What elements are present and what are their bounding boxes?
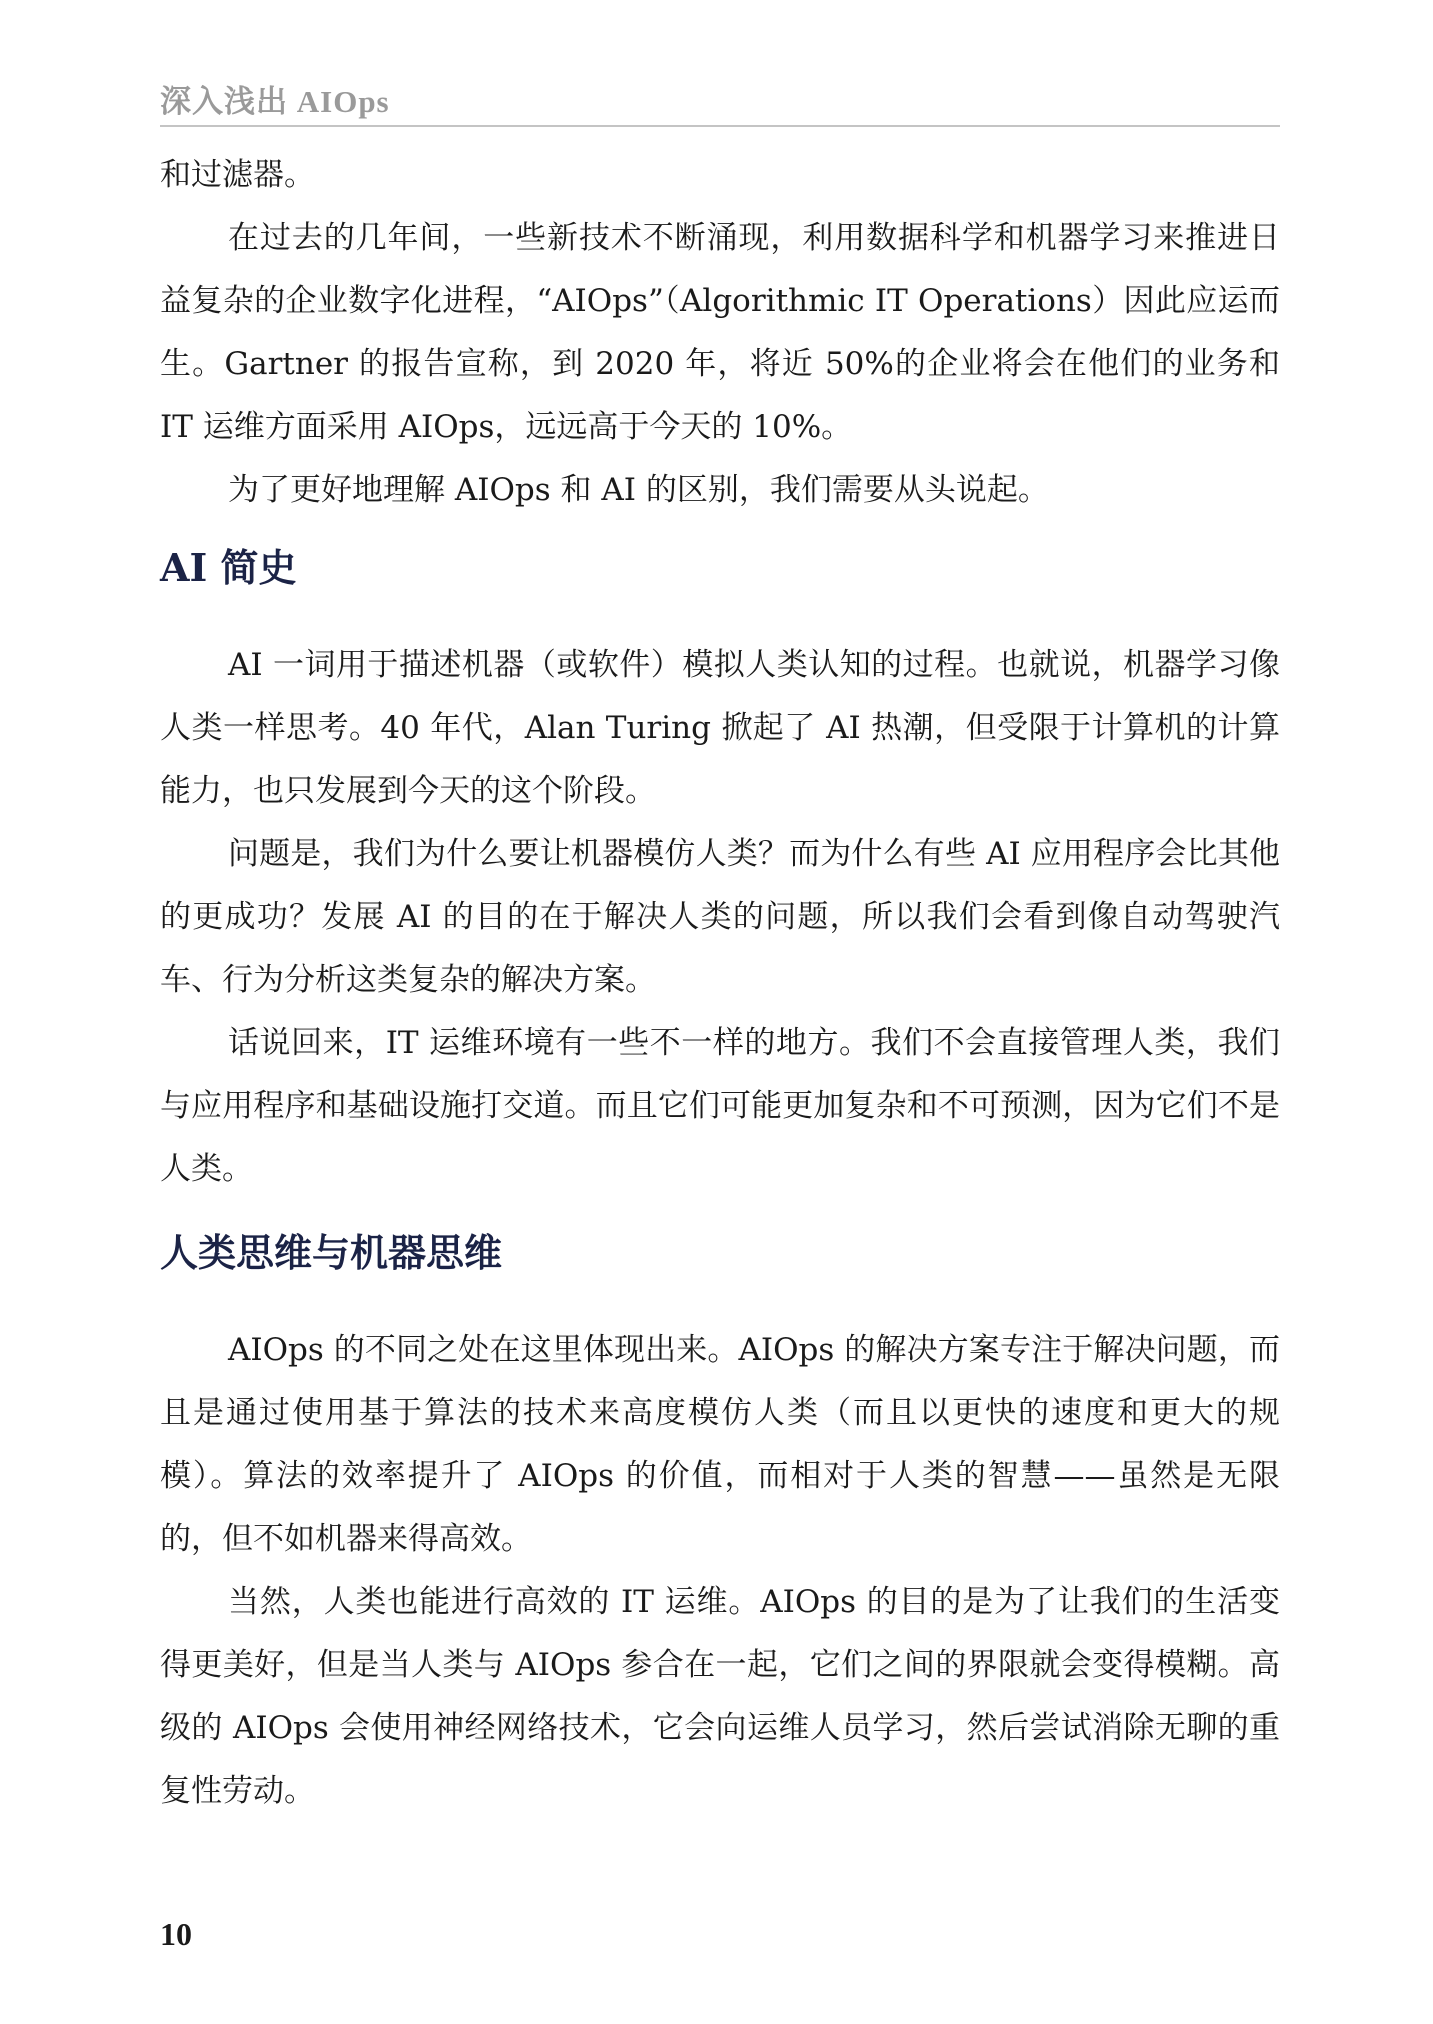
header-divider [160, 125, 1280, 127]
paragraph-aiops-origin: 在过去的几年间，一些新技术不断涌现，利用数据科学和机器学习来推进日益复杂的企业数字化进程，“AIOps”（Algorithmic IT Operations）因此应运而生。Gartner 的报告宣称，到 2020 年，将近 50%的企业将会在他们的业务和 IT 运维方面采用 AIOps，远远高于今天的 10%。 [160, 220, 1280, 445]
paragraph-aiops-difference: AIOps 的不同之处在这里体现出来。AIOps 的解决方案专注于解决问题，而且是通过使用基于算法的技术来高度模仿人类（而且以更快的速度和更大的规模）。算法的效率提升了 AIOps 的价值，而相对于人类的智慧——虽然是无限的，但不如机器来得高效。 [160, 1332, 1280, 1557]
page-number: 10 [160, 1916, 192, 1952]
running-header-title: 深入浅出 AIOps [160, 84, 390, 119]
page-body [160, 144, 1280, 1823]
paragraph-it-ops-environment: 话说回来，IT 运维环境有一些不一样的地方。我们不会直接管理人类，我们与应用程序和基础设施打交道。而且它们可能更加复杂和不可预测，因为它们不是人类。 [160, 1025, 1280, 1187]
paragraph-ai-definition: AI 一词用于描述机器（或软件）模拟人类认知的过程。也就说，机器学习像人类一样思考。40 年代，Alan Turing 掀起了 AI 热潮，但受限于计算机的计算能力，也只发展到今天的这个阶段。 [160, 647, 1280, 809]
paragraph-aiops-goal: 当然，人类也能进行高效的 IT 运维。AIOps 的目的是为了让我们的生活变得更美好，但是当人类与 AIOps 参合在一起，它们之间的界限就会变得模糊。高级的 AIOps 会使用神经网络技术，它会向运维人员学习，然后尝试消除无聊的重复性劳动。 [160, 1584, 1280, 1809]
paragraph-transition: 为了更好地理解 AIOps 和 AI 的区别，我们需要从头说起。 [228, 472, 1049, 508]
paragraph-continuation: 和过滤器。 [160, 157, 315, 193]
section-heading-ai-history: AI 简史 [160, 545, 297, 590]
paragraph-ai-question: 问题是，我们为什么要让机器模仿人类？而为什么有些 AI 应用程序会比其他的更成功？发展 AI 的目的在于解决人类的问题，所以我们会看到像自动驾驶汽车、行为分析这类复杂的解决方案。 [160, 836, 1280, 998]
section-heading-human-vs-machine: 人类思维与机器思维 [160, 1230, 503, 1275]
